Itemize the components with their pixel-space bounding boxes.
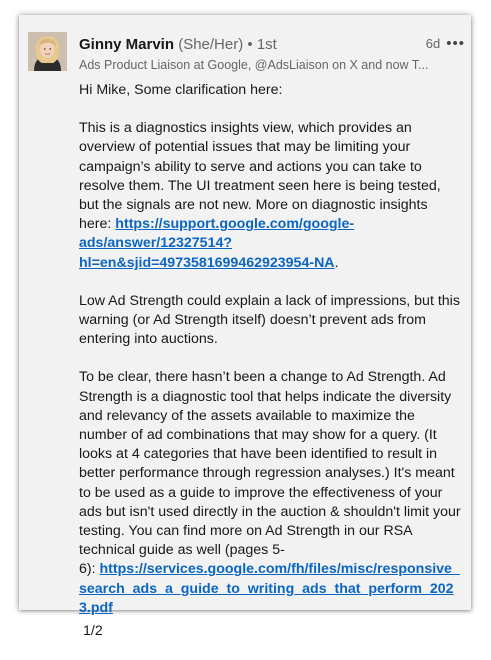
comment-header (79, 36, 463, 76)
comment-meta (426, 36, 465, 51)
more-options-icon[interactable]: ••• (446, 34, 465, 52)
author-headline: Ads Product Liaison at Google, @AdsLiaison on X and now T... (79, 58, 429, 72)
greeting-text: Hi Mike, Some clarification here: (79, 82, 283, 98)
page-indicator: 1/2 (83, 623, 103, 640)
profile-photo (28, 32, 67, 71)
support-link[interactable]: https://support.google.com/google-ads/answer/12327514?hl=en&sjid=4973581699462923954-NA (79, 216, 355, 271)
avatar[interactable] (28, 32, 67, 71)
comment-body (79, 81, 464, 660)
connection-degree: 1st (256, 36, 277, 53)
timestamp: 6d (425, 36, 441, 51)
paragraph-ad-strength-details (79, 368, 464, 641)
here-label: here: (79, 216, 112, 233)
comment-card (19, 15, 471, 640)
pages-end-label: 6): (79, 561, 96, 578)
author-pronouns: (She/Her) (178, 36, 244, 53)
separator-dot: • (247, 36, 253, 53)
paragraph-diagnostics (79, 119, 464, 273)
author-name[interactable]: Ginny Marvin (79, 36, 175, 53)
rsa-guide-link[interactable]: https://services.google.com/fh/files/misc/responsive_search_ads_a_guide_to_writing_ads_that_perform_2023.pdf (79, 561, 460, 616)
paragraph-ad-strength-warning: Low Ad Strength could explain a lack of impressions, but this warning (or Ad Strength itself) doesn’t prevent ads from entering into auctions. (79, 292, 460, 348)
paragraph-ad-strength-details-text: To be clear, there hasn’t been a change to Ad Strength. Ad Strength is a diagnostic tool that helps indicate the diversity and relevancy of the assets available to maximize the number of ad combinations that may show for a query. (It looks at 4 categories that have been identified to result in better performance through regression analyses.) It's meant to be used as a guide to improve the effectiveness of your ads but isn't used directly in the auction & shouldn't limit your testing. You can find more on Ad Strength in our RSA technical guide as well (pages 5- (79, 369, 461, 559)
author-line (79, 36, 463, 54)
paragraph-diagnostics-text: This is a diagnostics insights view, which provides an overview of potential issues that may be limiting your campaign’s ability to serve and actions you can take to resolve them. The UI treatment seen here is being tested, but the signals are not new. More on diagnostic insights (79, 120, 441, 214)
period: . (334, 254, 339, 271)
